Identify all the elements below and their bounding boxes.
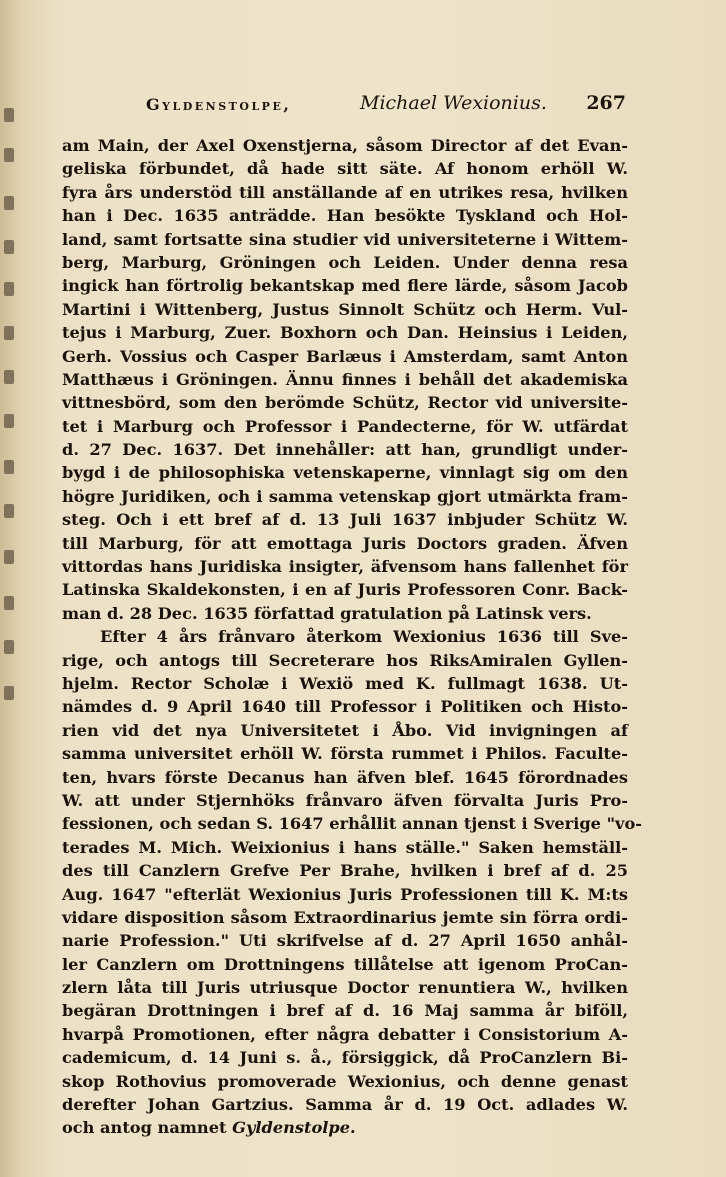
text-line: nämdes d. 9 April 1640 till Professor i Politiken och Histo- — [62, 697, 628, 717]
text-line: skop Rothovius promoverade Wexionius, och denne genast — [62, 1071, 628, 1091]
text-line: samma universitet erhöll W. första rummet i Philos. Faculte- — [62, 744, 628, 764]
text-line: ten, hvars förste Decanus han äfven blef. 1645 förordnades — [62, 767, 628, 787]
text-line: fyra års understöd till anställande af en utrikes resa, hvilken — [62, 182, 628, 202]
body-text — [62, 134, 642, 1140]
text-line: Latinska Skaldekonsten, i en af Juris Professoren Conr. Back- — [62, 580, 628, 600]
closing-text: och antog namnet — [62, 1118, 227, 1138]
text-line: man d. 28 Dec. 1635 författad gratulation på Latinsk vers. — [62, 603, 592, 623]
text-line: d. 27 Dec. 1637. Det innehåller: att han, grundligt under- — [62, 440, 628, 460]
gutter-shadow — [0, 100, 22, 720]
text-line: begäran Drottningen i bref af d. 16 Maj samma år biföll, — [62, 1001, 628, 1021]
text-line: vidare disposition såsom Extraordinarius jemte sin förra ordi- — [62, 907, 628, 927]
closing-line — [62, 1116, 628, 1139]
text-line: tejus i Marburg, Zuer. Boxhorn och Dan. Heinsius i Leiden, — [62, 323, 628, 343]
text-line: terades M. Mich. Weixionius i hans ställe." Saken hemställ- — [62, 837, 628, 857]
text-line: des till Canzlern Grefve Per Brahe, hvilken i bref af d. 25 — [62, 861, 628, 881]
text-line: bygd i de philosophiska vetenskaperne, vinnlagt sig om den — [62, 463, 628, 483]
text-line: land, samt fortsatte sina studier vid universiteterne i Wittem- — [62, 229, 628, 249]
closing-name: Gyldenstolpe. — [232, 1118, 356, 1138]
text-line: vittordas hans Juridiska insigter, äfvensom hans fallenhet för — [62, 557, 628, 577]
text-line: tet i Marburg och Professor i Pandecterne, för W. utfärdat — [62, 416, 628, 436]
text-line: rige, och antogs till Secreterare hos RiksAmiralen Gyllen- — [62, 650, 628, 670]
text-line: W. att under Stjernhöks frånvaro äfven förvalta Juris Pro- — [62, 790, 628, 810]
text-line: högre Juridiken, och i samma vetenskap gjort utmärkta fram- — [62, 486, 628, 506]
text-line: Martini i Wittenberg, Justus Sinnolt Schütz och Herm. Vul- — [62, 299, 628, 319]
text-line: hvarpå Promotionen, efter några debatter i Consistorium A- — [62, 1024, 628, 1044]
text-line: zlern låta till Juris utriusque Doctor renuntiera W., hvilken — [62, 978, 628, 998]
running-header — [146, 91, 626, 119]
text-line: am Main, der Axel Oxenstjerna, såsom Director af det Evan- — [62, 136, 628, 155]
text-line: derefter Johan Gartzius. Samma år d. 19 Oct. adlades W. — [62, 1095, 628, 1115]
text-line: cademicum, d. 14 Juni s. å., försiggick, då ProCanzlern Bi- — [62, 1048, 628, 1068]
text-line: fessionen, och sedan S. 1647 erhållit annan tjenst i Sverige "vo- — [62, 814, 642, 834]
text-line: steg. Och i ett bref af d. 13 Juli 1637 inbjuder Schütz W. — [62, 510, 628, 530]
text-line: geliska förbundet, då hade sitt säte. Af honom erhöll W. — [62, 159, 628, 179]
text-line: Gerh. Vossius och Casper Barlæus i Amsterdam, samt Anton — [62, 346, 628, 366]
text-line: berg, Marburg, Gröningen och Leiden. Under denna resa — [62, 252, 628, 272]
header-author: Gyldenstolpe, — [146, 95, 292, 114]
page-number: 267 — [586, 92, 626, 114]
header-title: Michael Wexionius. — [360, 92, 547, 114]
text-line: rien vid det nya Universitetet i Åbo. Vid invigningen af — [62, 720, 628, 740]
text-line: till Marburg, för att emottaga Juris Doctors graden. Äfven — [62, 533, 628, 553]
text-line: narie Profession." Uti skrifvelse af d. 27 April 1650 anhål- — [62, 931, 628, 951]
text-line: ler Canzlern om Drottningens tillåtelse att igenom ProCan- — [62, 954, 628, 974]
text-line: Efter 4 års frånvaro återkom Wexionius 1636 till Sve- — [100, 627, 628, 647]
text-line: Matthæus i Gröningen. Ännu finnes i behåll det akademiska — [62, 369, 628, 389]
text-line: Aug. 1647 "efterlät Wexionius Juris Professionen till K. M:ts — [62, 884, 628, 904]
text-line: vittnesbörd, som den berömde Schütz, Rector vid universite- — [62, 393, 628, 413]
text-line: hjelm. Rector Scholæ i Wexiö med K. fullmagt 1638. Ut- — [62, 673, 628, 693]
text-line: han i Dec. 1635 anträdde. Han besökte Tyskland och Hol- — [62, 206, 628, 226]
text-line: ingick han förtrolig bekantskap med flere lärde, såsom Jacob — [62, 276, 628, 296]
